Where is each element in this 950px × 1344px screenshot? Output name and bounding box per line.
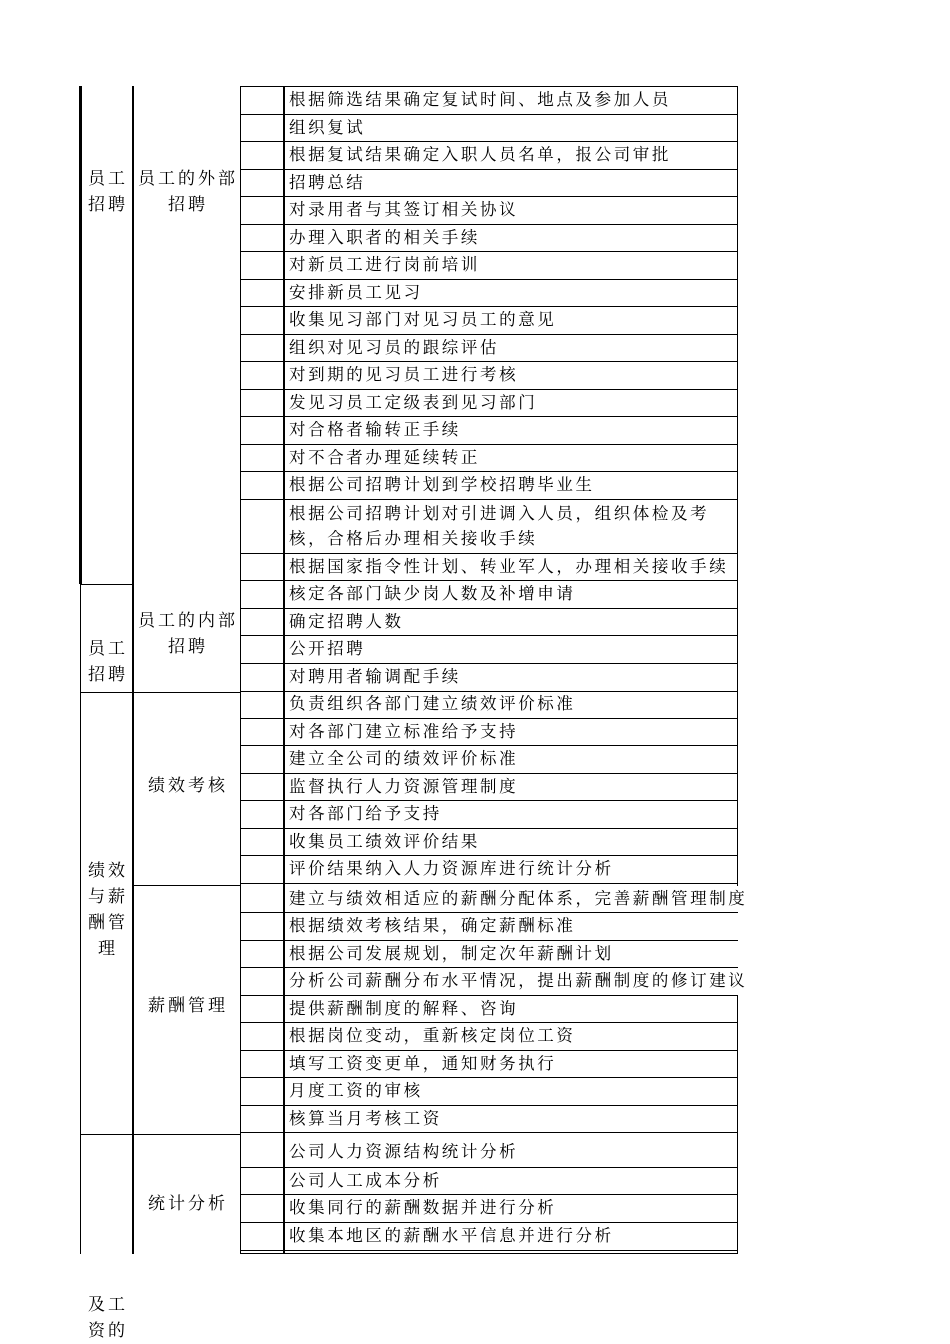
task-item: 核算当月考核工资 [289,1109,442,1128]
row-divider [240,553,738,554]
left-border-thick [79,86,82,584]
row-check-cell[interactable] [241,856,283,883]
section-separator [80,584,133,585]
task-item: 安排新员工见习 [289,283,423,302]
task-item: 组织对见习员的跟综评估 [289,338,500,357]
row-divider [240,334,738,335]
section-separator [80,1134,241,1135]
row-divider [240,855,738,856]
task-item: 公司人力资源结构统计分析 [289,1142,519,1161]
row-check-cell[interactable] [241,1106,283,1132]
table-bottom [240,1253,738,1254]
task-item: 对合格者输转正手续 [289,420,461,439]
row-check-cell[interactable] [241,1078,283,1105]
row-divider [240,580,738,581]
row-divider [240,1167,738,1168]
row-check-cell[interactable] [241,307,283,334]
row-divider [240,773,738,774]
row-check-cell[interactable] [241,941,283,967]
row-divider [240,967,738,968]
row-divider [240,1250,738,1251]
row-check-cell[interactable] [241,280,283,306]
category-recruitment: 员工 招聘 [88,169,128,215]
row-check-cell[interactable] [241,362,283,389]
task-item: 建立与绩效相适应的薪酬分配体系，完善薪酬管理制度 [289,889,748,908]
row-check-cell[interactable] [241,390,283,416]
task-item: 核定各部门缺少岗人数及补增申请 [289,584,576,603]
row-divider [240,1105,738,1106]
row-check-cell[interactable] [241,996,283,1022]
row-divider [240,745,738,746]
row-check-cell[interactable] [241,1223,283,1250]
row-divider [240,196,738,197]
row-divider [240,1132,738,1133]
row-check-cell[interactable] [241,115,283,141]
row-divider [240,389,738,390]
row-check-cell[interactable] [241,500,283,553]
row-check-cell[interactable] [241,774,283,800]
row-check-cell[interactable] [241,746,283,773]
row-check-cell[interactable] [241,1023,283,1050]
row-check-cell[interactable] [241,445,283,471]
task-item: 收集见习部门对见习员工的意见 [289,310,557,329]
row-divider [240,1050,738,1051]
row-divider [240,940,738,941]
category-performance-compensation: 绩效 与薪 酬管 理 [88,861,128,959]
row-check-cell[interactable] [241,691,283,718]
task-item: 收集同行的薪酬数据并进行分析 [289,1198,557,1217]
row-check-cell[interactable] [241,335,283,361]
row-check-cell[interactable] [241,664,283,691]
task-item: 监督执行人力资源管理制度 [289,777,519,796]
row-check-cell[interactable] [241,472,283,499]
row-check-cell[interactable] [241,829,283,855]
row-check-cell[interactable] [241,581,283,608]
row-divider [240,718,738,719]
task-item: 填写工资变更单，通知财务执行 [289,1054,557,1073]
row-check-cell[interactable] [241,801,283,828]
task-item: 负责组织各部门建立绩效评价标准 [289,694,576,713]
section-separator [133,885,241,886]
row-divider [240,141,738,142]
row-check-cell[interactable] [241,87,283,114]
row-divider [240,279,738,280]
row-divider [240,1194,738,1195]
task-item: 根据复试结果确定入职人员名单，报公司审批 [289,145,671,164]
row-divider [240,800,738,801]
checkbox-divider [283,86,285,1254]
row-check-cell[interactable] [241,1195,283,1222]
subcategory-internal-recruitment: 员工的内部 招聘 [138,611,238,657]
row-divider [240,663,738,664]
row-check-cell[interactable] [241,197,283,224]
task-item: 根据筛选结果确定复试时间、地点及参加人员 [289,90,671,109]
row-check-cell[interactable] [241,1168,283,1194]
right-border [737,86,738,886]
task-item: 月度工资的审核 [289,1081,423,1100]
row-divider [240,471,738,472]
row-divider [240,608,738,609]
task-item: 收集员工绩效评价结果 [289,832,480,851]
row-divider [240,1077,738,1078]
row-divider [240,169,738,170]
row-check-cell[interactable] [241,1051,283,1077]
row-check-cell[interactable] [241,913,283,940]
task-item: 分析公司薪酬分布水平情况，提出薪酬制度的修订建议 [289,971,748,990]
row-divider [240,361,738,362]
row-check-cell[interactable] [241,142,283,169]
category-divider [132,86,134,1254]
row-check-cell[interactable] [241,554,283,580]
right-border-lower [737,996,738,1254]
subcategory-external-recruitment: 员工的外部 招聘 [138,169,238,215]
row-divider [240,883,738,884]
task-item: 对各部门建立标准给予支持 [289,722,519,741]
task-item: 对各部门给予支持 [289,804,442,823]
row-check-cell[interactable] [241,170,283,196]
row-divider [240,444,738,445]
row-divider [240,114,738,115]
row-divider [240,1022,738,1023]
row-divider [240,224,738,225]
row-check-cell[interactable] [241,609,283,635]
task-item: 收集本地区的薪酬水平信息并进行分析 [289,1226,614,1245]
row-divider [240,635,738,636]
task-item: 办理入职者的相关手续 [289,228,480,247]
task-item: 根据公司招聘计划对引进调入人员，组织体检及考 核，合格后办理相关接收手续 [289,504,710,548]
row-divider [240,995,738,996]
row-divider [240,499,738,500]
task-item: 根据国家指令性计划、转业军人，办理相关接收手续 [289,557,729,576]
left-border [80,584,81,1254]
task-item: 对聘用者输调配手续 [289,667,461,686]
task-item: 评价结果纳入人力资源库进行统计分析 [289,859,614,878]
row-divider [240,306,738,307]
task-item: 对到期的见习员工进行考核 [289,365,519,384]
category-recruitment-2: 员工 招聘 [88,639,128,685]
task-item: 根据公司招聘计划到学校招聘毕业生 [289,475,595,494]
task-item: 根据公司发展规划，制定次年薪酬计划 [289,944,614,963]
row-divider [240,251,738,252]
row-check-cell[interactable] [241,719,283,745]
task-item: 提供薪酬制度的解释、咨询 [289,999,519,1018]
subcategory-performance-review: 绩效考核 [148,776,228,796]
task-item: 建立全公司的绩效评价标准 [289,749,519,768]
row-divider [240,1222,738,1223]
table-top [240,86,738,87]
task-item: 对新员工进行岗前培训 [289,255,480,274]
section-separator [80,692,241,693]
row-divider [240,828,738,829]
task-item: 根据岗位变动，重新核定岗位工资 [289,1026,576,1045]
row-check-cell[interactable] [241,1137,283,1167]
subcategory-statistical-analysis: 统计分析 [148,1194,228,1214]
row-divider [240,416,738,417]
task-item: 公开招聘 [289,639,366,658]
subcategory-compensation-management: 薪酬管理 [148,996,228,1016]
task-item: 招聘总结 [289,173,366,192]
task-item: 确定招聘人数 [289,612,404,631]
row-divider [240,691,738,692]
task-item: 组织复试 [289,118,366,137]
row-check-cell[interactable] [241,886,283,912]
task-item: 对录用者与其签订相关协议 [289,200,519,219]
task-item: 对不合者办理延续转正 [289,448,480,467]
row-check-cell[interactable] [241,252,283,279]
footer-category-fragment: 及工 资的 [88,1295,128,1341]
task-item: 发见习员工定级表到见习部门 [289,393,538,412]
row-check-cell[interactable] [241,225,283,251]
task-item: 公司人工成本分析 [289,1171,442,1190]
row-check-cell[interactable] [241,417,283,444]
row-check-cell[interactable] [241,968,283,995]
task-item: 根据绩效考核结果，确定薪酬标准 [289,916,576,935]
row-divider [240,912,738,913]
row-check-cell[interactable] [241,636,283,663]
